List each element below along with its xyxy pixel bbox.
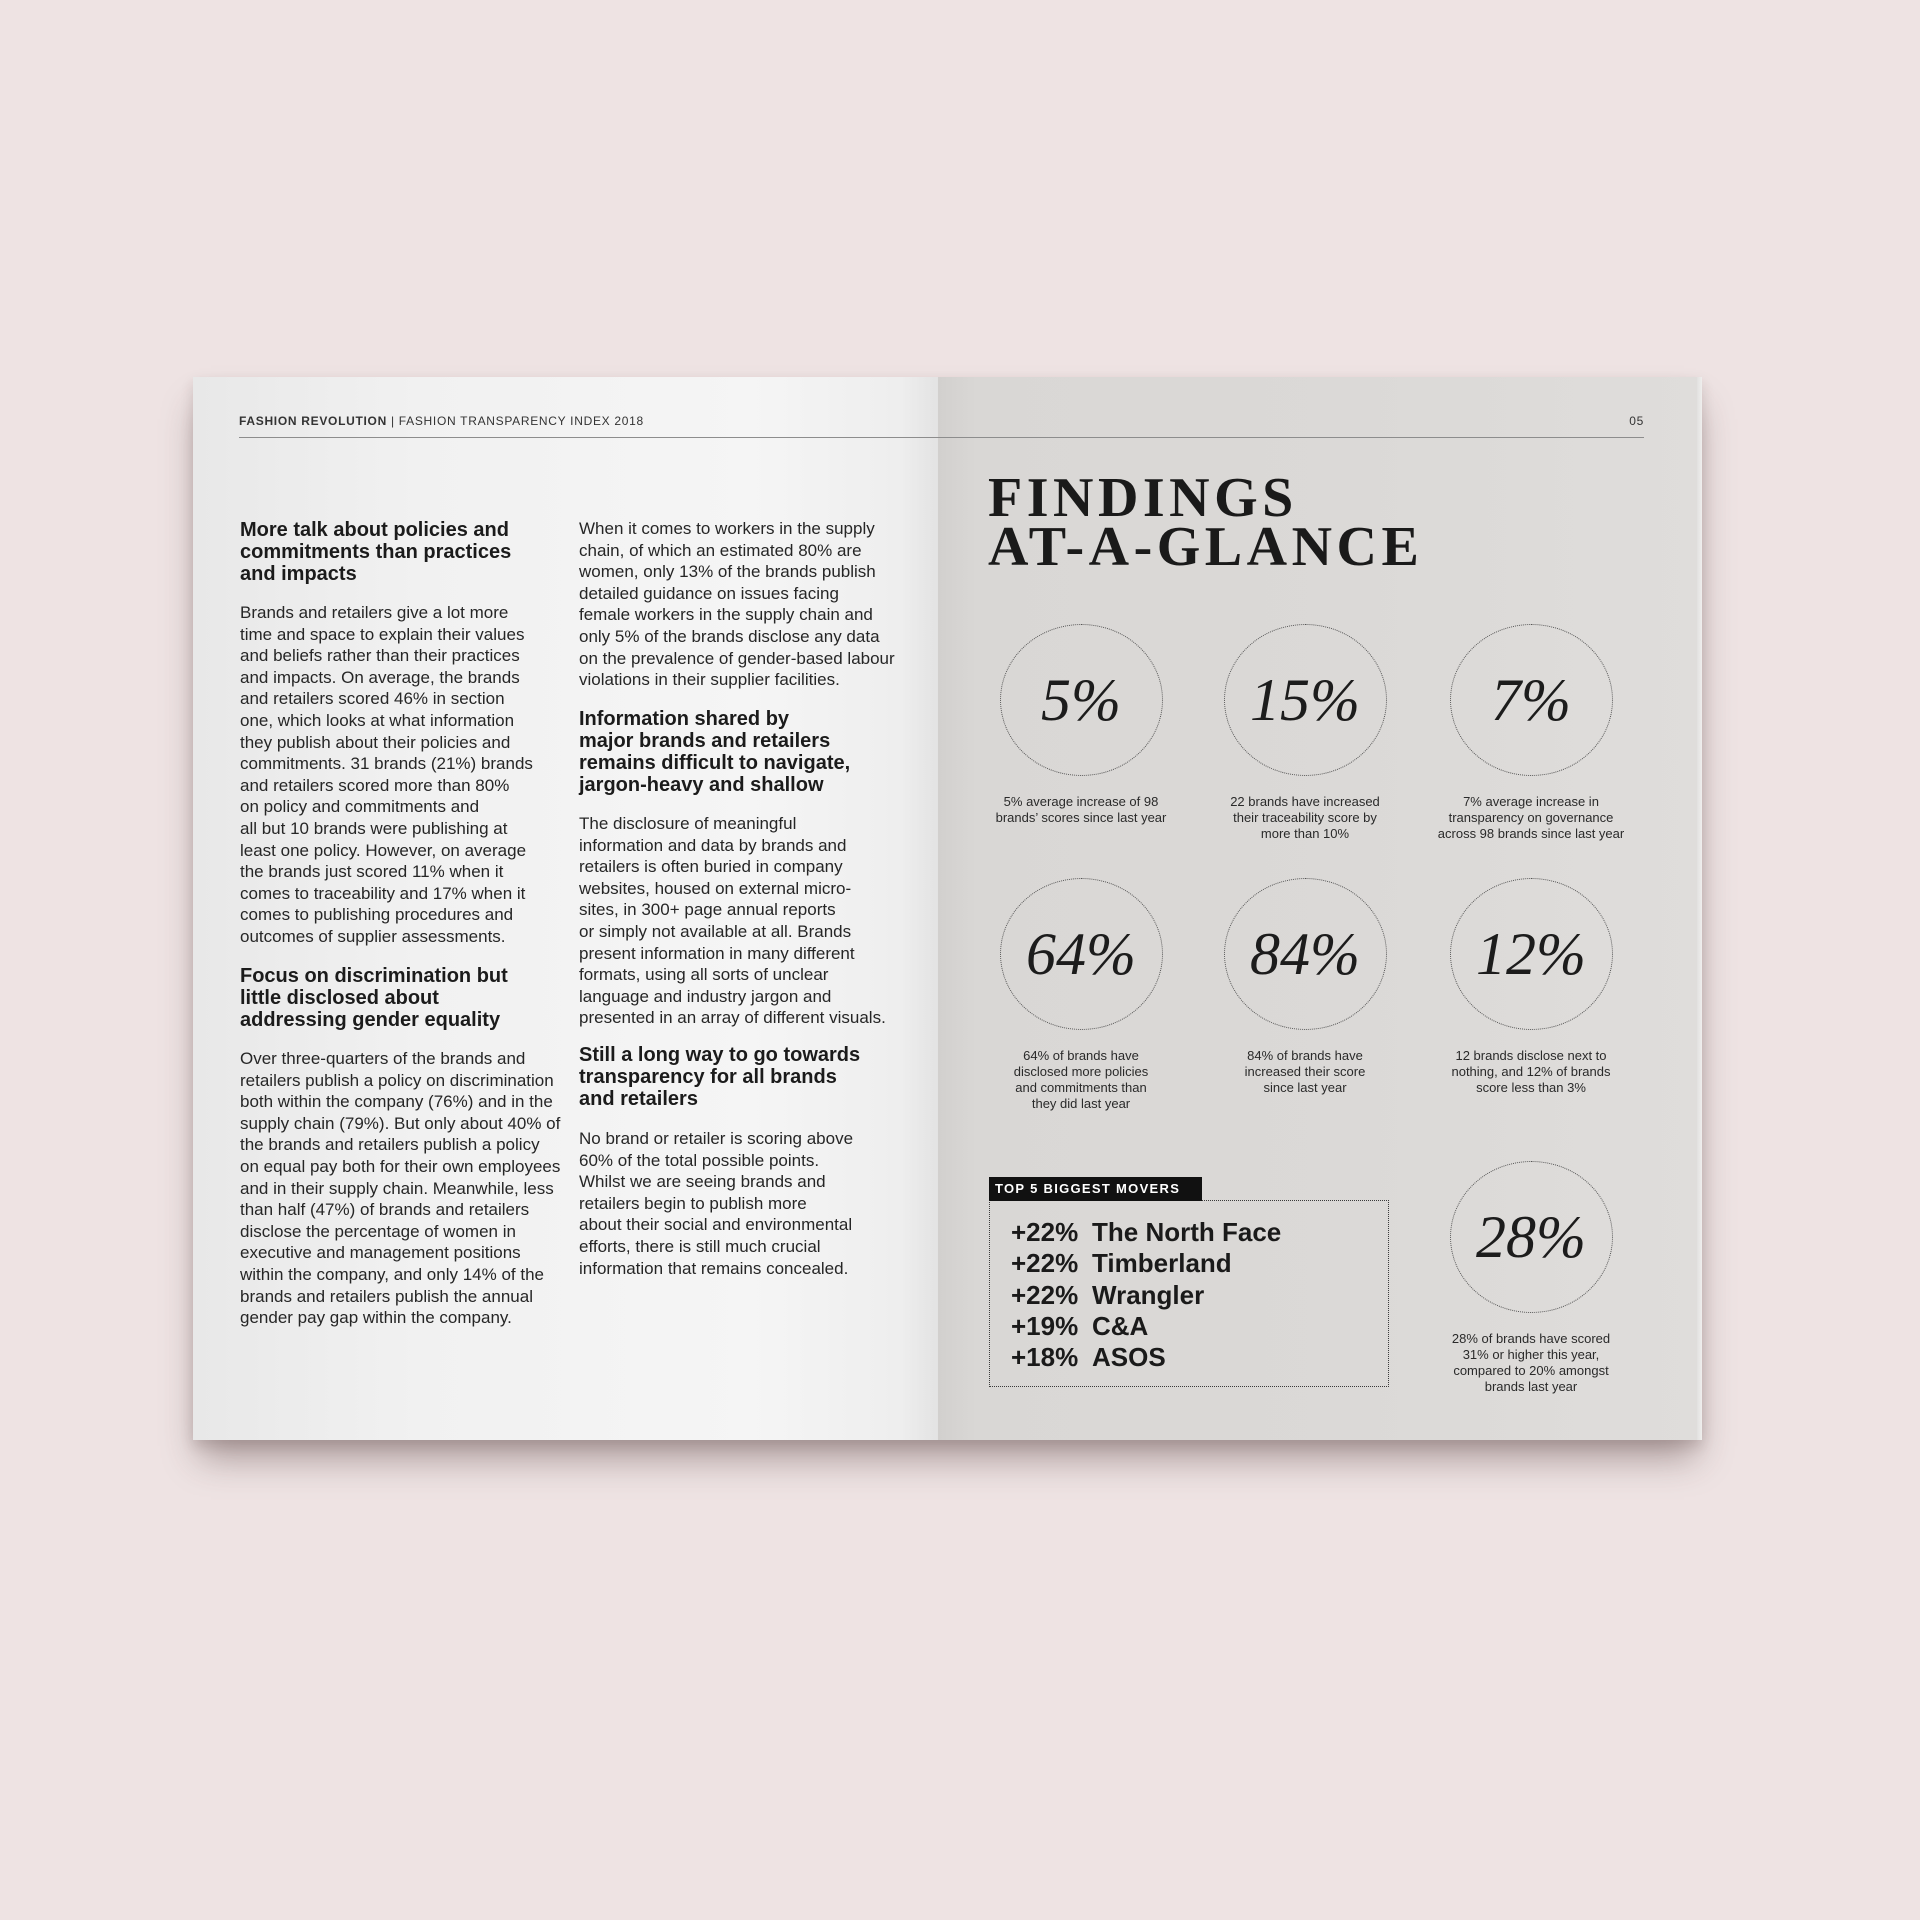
stat-card [1190,624,1420,842]
stat-card [1416,624,1646,842]
dotted-circle [1450,1161,1613,1313]
section-body-transparency: No brand or retailer is scoring above 60% of the total possible points. Whilst we are seeing brands and retailers begin to publish more about their social and environmental efforts, there is still much crucial information that remains concealed. [579,1129,854,1278]
stat-value: 5% [1041,667,1121,733]
stat-value: 64% [1026,921,1136,987]
running-header [239,413,644,429]
stat-card [1190,878,1420,1096]
section-heading-policies: More talk about policies and commitments than practices and impacts [240,519,512,585]
mover-row [1011,1311,1388,1342]
stat-card [966,624,1196,826]
mover-row [1011,1280,1388,1311]
stat-value: 15% [1250,667,1360,733]
stat-caption: 7% average increase in transparency on governance across 98 brands since last year [1437,794,1625,841]
stat-caption: 84% of brands have increased their score since last year [1244,1048,1366,1095]
mover-change: +18% [1011,1342,1079,1373]
dotted-circle [1450,878,1613,1030]
header-separator: | [390,414,395,428]
mover-change: +22% [1011,1279,1079,1310]
mover-change: +22% [1011,1217,1079,1247]
mover-brand: C&A [1092,1310,1149,1341]
stat-caption: 64% of brands have disclosed more policies and commitments than they did last year [1013,1048,1149,1111]
mover-change: +22% [1011,1248,1079,1279]
section-body-discrimination: Over three-quarters of the brands and retailers publish a policy on discrimination both within the company (76%) and in the supply chain (79%). But only about 40% of the brands and retailers publish a policy on equal pay both for their own employees and in their supply chain. Meanwhile, less than half (47%) of brands and retailers disclose the percentage of women in executive and management positions within the company, and only 14% of the brands and retailers publish the annual gender pay gap within the company. [240,1049,561,1328]
mover-brand: Wrangler [1092,1279,1205,1310]
section-heading-transparency: Still a long way to go towards transparency for all brands and retailers [579,1044,861,1110]
mover-row [1011,1248,1388,1279]
section-heading-information: Information shared by major brands and retailers remains difficult to navigate, jargon-heavy and shallow [579,708,851,796]
mover-brand: ASOS [1092,1342,1166,1373]
header-rule [239,437,1644,438]
stat-value: 7% [1491,667,1571,733]
section-body-workers: When it comes to workers in the supply chain, of which an estimated 80% are women, only 13% of the brands publish detailed guidance on issues facing female workers in the supply chain and only 5% of the brands disclose any data on the prevalence of gender-based labour violations in their supplier facilities. [579,519,895,690]
stat-value: 28% [1476,1204,1586,1270]
stat-value: 84% [1250,921,1360,987]
section-body-policies: Brands and retailers give a lot more time and space to explain their values and beliefs rather than their practices and impacts. On average, the brands and retailers scored 46% in section one, which looks at what information they publish about their policies and commitments. 31 brands (21%) brands and retailers scored more than 80% on policy and commitments and all but 10 brands were publishing at least one policy. However, on average the brands just scored 11% when it comes to traceability and 17% when it comes to publishing procedures and outcomes of supplier assessments. [240,603,533,946]
stat-value: 12% [1476,921,1586,987]
mover-brand: Timberland [1092,1248,1232,1279]
stat-card [1416,878,1646,1096]
stat-caption: 28% of brands have scored 31% or higher this year, compared to 20% amongst brands last year [1451,1331,1611,1394]
publication-brand: FASHION REVOLUTION [239,414,387,428]
dotted-circle [1450,624,1613,776]
top-movers-box [989,1200,1389,1387]
top-movers-label: TOP 5 BIGGEST MOVERS [989,1177,1202,1201]
mover-change: +19% [1011,1310,1079,1341]
stat-card [966,878,1196,1112]
mover-brand: The North Face [1092,1217,1282,1247]
findings-title: FINDINGS AT-A-GLANCE [988,467,1424,578]
stat-caption: 5% average increase of 98 brands’ scores since last year [995,794,1167,825]
section-body-information: The disclosure of meaningful information and data by brands and retailers is often buried in company websites, housed on external micro- sites, in 300+ page annual reports or simply not available at all. Brands present information in many different formats, using all sorts of unclear language and industry jargon and presented in an array of different visuals. [579,814,886,1028]
section-heading-discrimination: Focus on discrimination but little disclosed about addressing gender equality [240,965,508,1031]
dotted-circle [1224,878,1387,1030]
stat-caption: 12 brands disclose next to nothing, and 12% of brands score less than 3% [1451,1048,1611,1095]
stat-card [1416,1161,1646,1395]
mover-row [1011,1342,1388,1373]
stat-caption: 22 brands have increased their traceability score by more than 10% [1230,794,1380,841]
dotted-circle [1000,878,1163,1030]
publication-title: FASHION TRANSPARENCY INDEX 2018 [398,414,644,428]
mover-row [1011,1217,1388,1248]
dotted-circle [1000,624,1163,776]
dotted-circle [1224,624,1387,776]
page-stack-edge [1697,377,1702,1440]
page-number: 05 [1629,414,1644,428]
